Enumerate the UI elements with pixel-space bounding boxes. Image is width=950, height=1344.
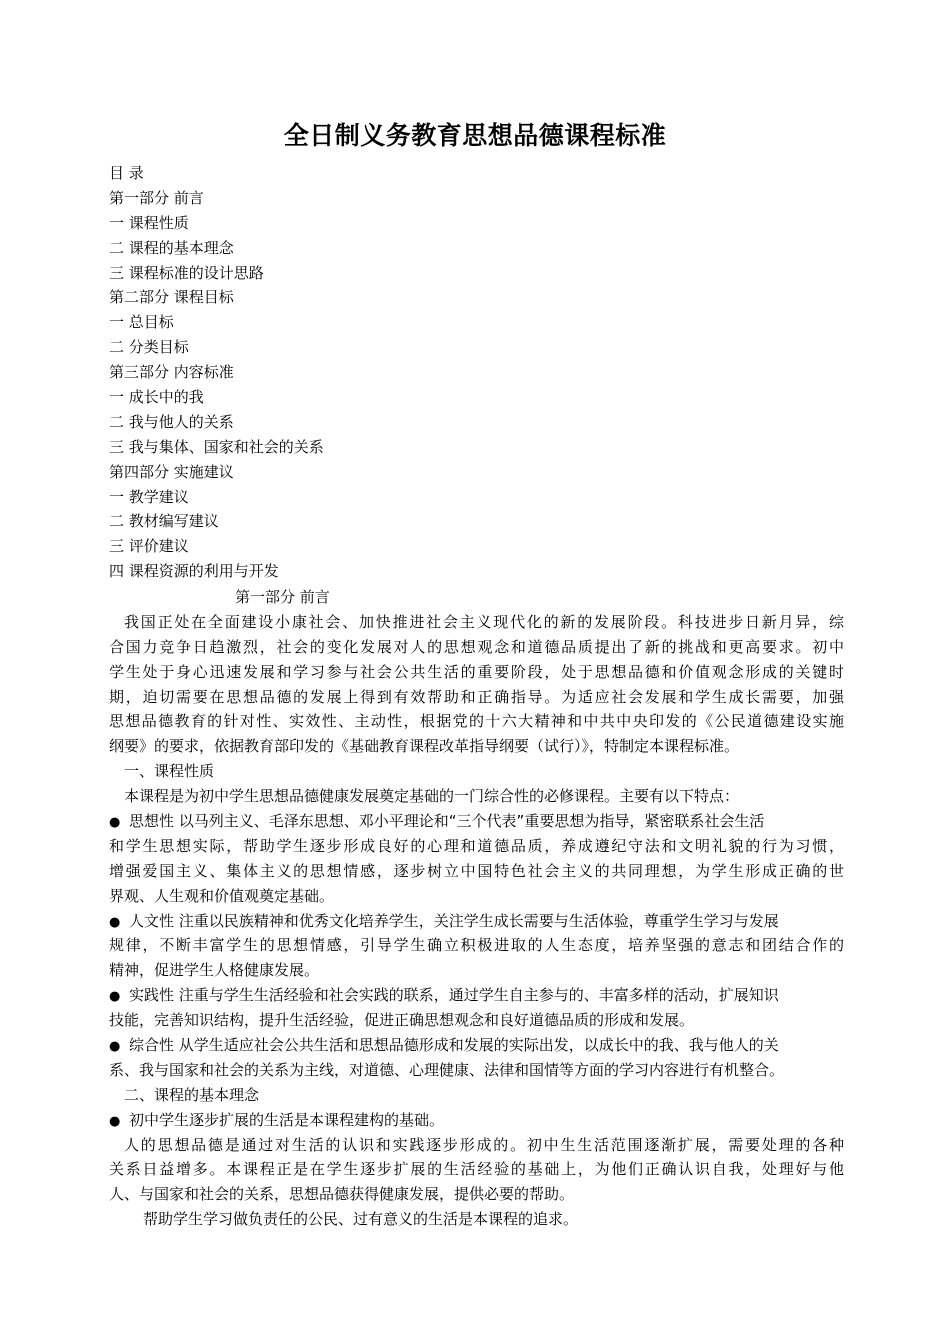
toc-heading: 目 录 [109, 164, 144, 182]
table-of-contents [109, 161, 849, 584]
toc-item: 二 我与他人的关系 [109, 412, 234, 431]
idea-heading: 初中学生逐步扩展的生活是本课程建构的基础。 [129, 1110, 445, 1129]
subsection-heading: 一、课程性质 [124, 762, 215, 781]
trait-line: 增强爱国主义、集体主义的思想情感，逐步树立中国特色社会主义的共同理想，为学生形成正确的世 [109, 861, 844, 880]
trait-line: 和学生思想实际，帮助学生逐步形成良好的心理和道德品质，养成遵纪守法和文明礼貌的行为习惯， [109, 836, 844, 855]
trait-line: 系、我与国家和社会的关系为主线，对道德、心理健康、法律和国情等方面的学习内容进行有机整合。 [109, 1060, 785, 1079]
bullet-icon [109, 909, 129, 934]
preface-line: 学生处于身心迅速发展和学习参与社会公共生活的重要阶段，处于思想品德和价值观念形成的关键时 [109, 662, 844, 681]
toc-item: 一 课程性质 [109, 213, 189, 232]
preface-line: 纲要》的要求，依据教育部印发的《基础教育课程改革指导纲要（试行）》，特制定本课程标准。 [109, 737, 740, 756]
bullet-icon [109, 809, 129, 834]
toc-item: 一 教学建议 [109, 487, 189, 506]
toc-item: 四 课程资源的利用与开发 [109, 562, 279, 581]
bullet-item [109, 809, 844, 834]
toc-item: 三 评价建议 [109, 537, 189, 556]
preface-line: 期，迫切需要在思想品德的发展上得到有效帮助和正确指导。为适应社会发展和学生成长需要，加强 [109, 687, 844, 706]
bullet-item [109, 983, 844, 1008]
paragraph-line: 人的思想品德是通过对生活的认识和实践逐步形成的。初中生生活范围逐渐扩展，需要处理的各种 [124, 1135, 844, 1154]
trait-line: 技能，完善知识结构，提升生活经验，促进正确思想观念和良好道德品质的形成和发展。 [109, 1011, 695, 1030]
preface-line: 思想品德教育的针对性、实效性、主动性，根据党的十六大精神和中共中央印发的《公民道德建设实施 [109, 712, 844, 731]
bullet-icon [109, 1033, 129, 1058]
trait-line: 综合性 从学生适应社会公共生活和思想品德形成和发展的实际出发，以成长中的我、我与他人的关 [129, 1036, 779, 1055]
paragraph-line: 帮助学生学习做负责任的公民、过有意义的生活是本课程的追求。 [143, 1210, 579, 1229]
subsection-heading: 二、课程的基本理念 [124, 1085, 260, 1104]
toc-item: 一 总目标 [109, 313, 174, 332]
document-title: 全日制义务教育思想品德课程标准 [283, 121, 667, 150]
bullet-item [109, 1033, 844, 1058]
toc-item: 二 分类目标 [109, 338, 189, 357]
paragraph-line: 本课程是为初中学生思想品德健康发展奠定基础的一门综合性的必修课程。主要有以下特点： [124, 787, 740, 806]
toc-item: 第一部分 前言 [109, 188, 204, 207]
trait-line: 实践性 注重与学生生活经验和社会实践的联系，通过学生自主参与的、丰富多样的活动，扩展知识 [129, 986, 779, 1005]
bullet-item [109, 909, 844, 934]
trait-line: 规律，不断丰富学生的思想情感，引导学生确立积极进取的人生态度，培养坚强的意志和团结合作的 [109, 936, 844, 955]
trait-line: 界观、人生观和价值观奠定基础。 [109, 886, 335, 905]
toc-item: 三 课程标准的设计思路 [109, 263, 264, 282]
preface-line: 我国正处在全面建设小康社会、加快推进社会主义现代化的新的发展阶段。科技进步日新月异，综 [124, 612, 844, 631]
toc-item: 第三部分 内容标准 [109, 363, 234, 382]
bullet-icon [109, 983, 129, 1008]
document-body [109, 585, 844, 1232]
section-heading: 第一部分 前言 [235, 588, 330, 606]
preface-line: 合国力竞争日趋激烈，社会的变化发展对人的思想观念和道德品质提出了新的挑战和更高要求。初中 [109, 637, 844, 656]
toc-item: 二 课程的基本理念 [109, 238, 234, 257]
trait-line: 精神，促进学生人格健康发展。 [109, 961, 320, 980]
toc-item: 二 教材编写建议 [109, 512, 219, 531]
bullet-item [109, 1108, 844, 1133]
toc-item: 一 成长中的我 [109, 388, 204, 407]
toc-item: 第二部分 课程目标 [109, 288, 234, 307]
paragraph-line: 关系日益增多。本课程正是在学生逐步扩展的生活经验的基础上，为他们正确认识自我，处理好与他 [109, 1160, 844, 1179]
bullet-icon [109, 1108, 129, 1133]
toc-item: 三 我与集体、国家和社会的关系 [109, 437, 324, 456]
trait-line: 人文性 注重以民族精神和优秀文化培养学生，关注学生成长需要与生活体验，尊重学生学习与发展 [129, 911, 779, 930]
trait-line: 思想性 以马列主义、毛泽东思想、邓小平理论和“三个代表”重要思想为指导，紧密联系社会生活 [129, 812, 765, 831]
paragraph-line: 人、与国家和社会的关系，思想品德获得健康发展，提供必要的帮助。 [109, 1185, 575, 1204]
toc-item: 第四部分 实施建议 [109, 462, 234, 481]
